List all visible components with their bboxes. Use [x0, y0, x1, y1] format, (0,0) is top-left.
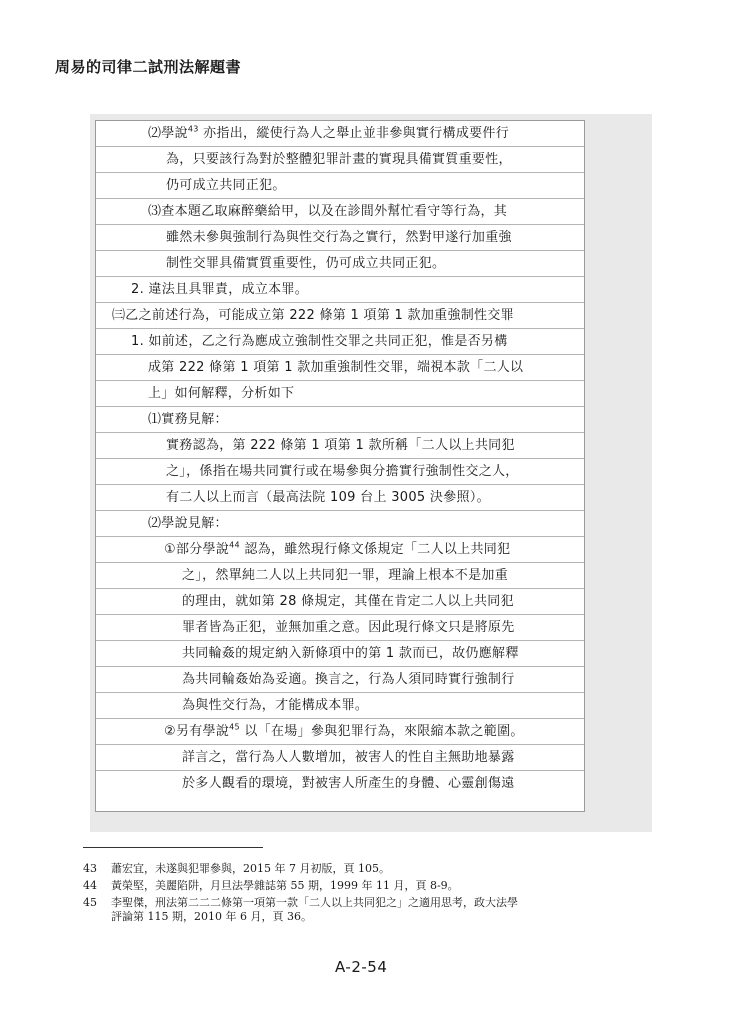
text-line: 之」，係指在場共同實行或在場參與分擔實行強制性交之人，	[96, 459, 584, 485]
text-line: 之」，然單純二人以上共同犯一罪，理論上根本不是加重	[96, 563, 584, 589]
footnote-44: 44 黃榮堅，美麗陷阱，月旦法學雜誌第 55 期，1999 年 11 月，頁 8-9。	[83, 879, 459, 892]
text-line: 2. 違法且具罪責，成立本罪。	[96, 277, 584, 303]
page-number: A-2-54	[335, 958, 388, 976]
footnote-ref-45: 45	[229, 722, 240, 732]
text-line: 制性交罪具備實質重要性，仍可成立共同正犯。	[96, 251, 584, 277]
text-line: ㈢乙之前述行為，可能成立第 222 條第 1 項第 1 款加重強制性交罪	[96, 303, 584, 329]
text-line: 的理由，就如第 28 條規定，其僅在肯定二人以上共同犯	[96, 589, 584, 615]
footnote-45: 45 李聖傑，刑法第二二二條第一項第一款「二人以上共同犯之」之適用思考，政大法學 評論第 115 期，2010 年 6 月，頁 36。	[83, 896, 518, 923]
footnote-45-continuation: 評論第 115 期，2010 年 6 月，頁 36。	[111, 910, 312, 923]
text-line: 詳言之，當行為人人數增加，被害人的性自主無助地暴露	[96, 745, 584, 771]
footnote-ref-44: 44	[229, 540, 240, 550]
text-line: ②另有學說$^{45}$ 以「在場」參與犯罪行為，來限縮本款之範圍。	[96, 719, 584, 745]
text-line: 於多人觀看的環境，對被害人所產生的身體、心靈創傷遠	[182, 776, 515, 791]
text-line: 共同輪姦的規定納入新條項中的第 1 款而已，故仍應解釋	[96, 641, 584, 667]
text-line: 罪者皆為正犯，並無加重之意。因此現行條文只是將原先	[96, 615, 584, 641]
text-line: ⑴實務見解：	[96, 407, 584, 433]
text-line: ⑶查本題乙取麻醉藥給甲，以及在診間外幫忙看守等行為，其	[96, 199, 584, 225]
text-line: 為共同輪姦始為妥適。換言之，行為人須同時實行強制行	[96, 667, 584, 693]
text-line: ⑵學說見解：	[96, 511, 584, 537]
page-header-title: 周易的司律二試刑法解題書	[55, 58, 242, 76]
text-line: 實務認為，第 222 條第 1 項第 1 款所稱「二人以上共同犯	[96, 433, 584, 459]
footnote-ref-43: 43	[187, 124, 199, 134]
text-line: ⑵學說$^{43}$ 亦指出，縱使行為人之舉止並非參與實行構成要件行	[96, 121, 584, 147]
text-line: ①部分學說$^{44}$ 認為，雖然現行條文係規定「二人以上共同犯	[96, 537, 584, 563]
text-line: 有二人以上而言（最高法院 109 台上 3005 決參照）。	[96, 485, 584, 511]
answer-box	[95, 120, 585, 812]
text-line: 仍可成立共同正犯。	[96, 173, 584, 199]
text-line: 為與性交行為，才能構成本罪。	[96, 693, 584, 719]
text-line: 上」如何解釋，分析如下	[96, 381, 584, 407]
text-line: 1. 如前述，乙之行為應成立強制性交罪之共同正犯，惟是否另構	[96, 329, 584, 355]
text-line: 成第 222 條第 1 項第 1 款加重強制性交罪，端視本款「二人以	[96, 355, 584, 381]
text-line: 雖然未參與強制行為與性交行為之實行，然對甲遂行加重強	[96, 225, 584, 251]
text-line: 為，只要該行為對於整體犯罪計畫的實現具備實質重要性，	[96, 147, 584, 173]
footnote-43: 43 蕭宏宜，未遂與犯罪參與，2015 年 7 月初版，頁 105。	[83, 862, 390, 875]
footnote-divider	[83, 847, 263, 848]
